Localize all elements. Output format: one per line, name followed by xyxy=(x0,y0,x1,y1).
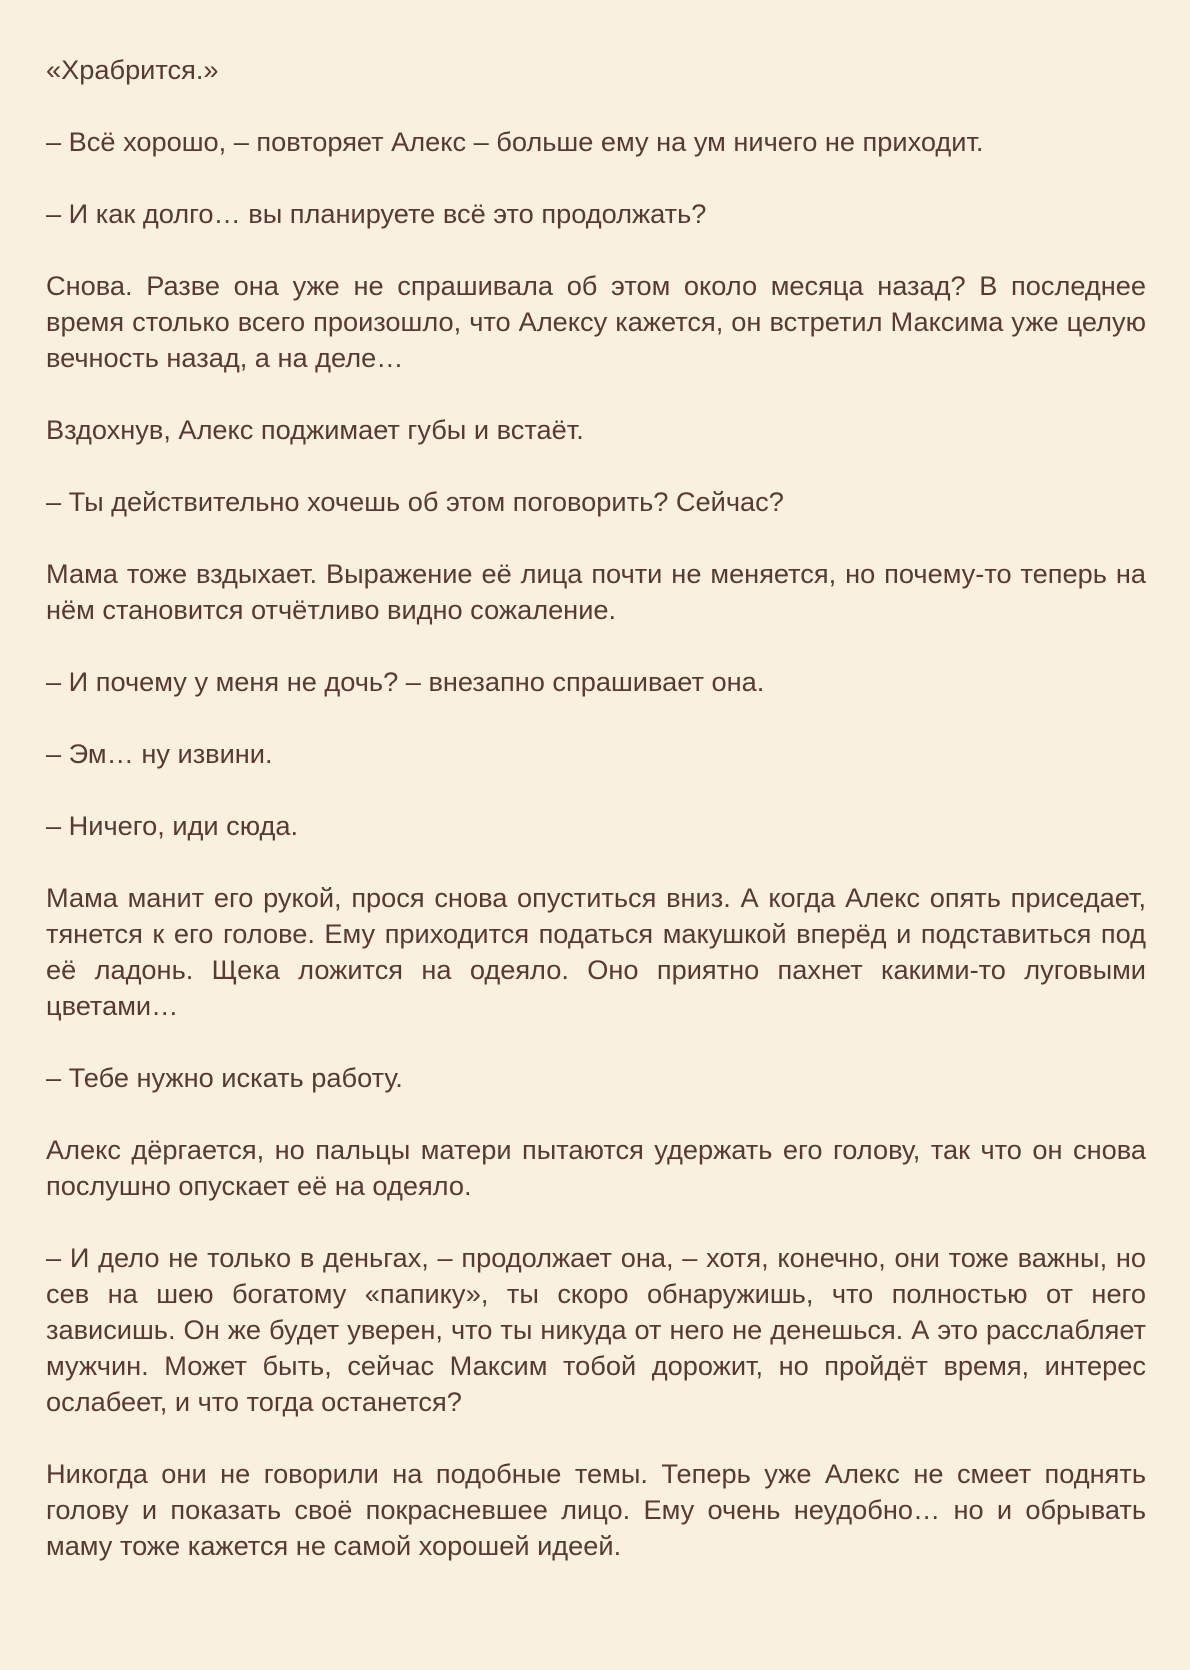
paragraph: – Ничего, иди сюда. xyxy=(46,810,299,841)
paragraph: Вздохнув, Алекс поджимает губы и встаёт. xyxy=(46,414,584,445)
paragraph: Мама манит его рукой, прося снова опуститься вниз. А когда Алекс опять приседает, тянется к его голове. Ему приходится податься макушкой вперёд и подставиться под её ладонь. Щека ложится на одеяло. Оно приятно пахнет какими-то луговыми цветами… xyxy=(46,882,1146,1021)
paragraph: – Всё хорошо, – повторяет Алекс – больше ему на ум ничего не приходит. xyxy=(46,126,984,157)
paragraph: – И почему у меня не дочь? – внезапно спрашивает она. xyxy=(46,666,765,697)
paragraph: – Ты действительно хочешь об этом поговорить? Сейчас? xyxy=(46,486,784,517)
paragraph: Снова. Разве она уже не спрашивала об этом около месяца назад? В последнее время столько всего произошло, что Алексу кажется, он встретил Максима уже целую вечность назад, а на деле… xyxy=(46,270,1146,373)
paragraph: Мама тоже вздыхает. Выражение её лица почти не меняется, но почему-то теперь на нём становится отчётливо видно сожаление. xyxy=(46,558,1146,625)
paragraph: «Храбрится.» xyxy=(46,54,219,85)
paragraph: – И как долго… вы планируете всё это продолжать? xyxy=(46,198,707,229)
paragraph: – Эм… ну извини. xyxy=(46,738,273,769)
paragraph: – Тебе нужно искать работу. xyxy=(46,1062,403,1093)
paragraph: – И дело не только в деньгах, – продолжает она, – хотя, конечно, они тоже важны, но сев на шею богатому «папику», ты скоро обнаружишь, что полностью от него зависишь. Он же будет уверен, что ты никуда от него не денешься. А это расслабляет мужчин. Может быть, сейчас Максим тобой дорожит, но пройдёт время, интерес ослабеет, и что тогда останется? xyxy=(46,1242,1146,1417)
paragraph: Никогда они не говорили на подобные темы. Теперь уже Алекс не смеет поднять голову и показать своё покрасневшее лицо. Ему очень неудобно… но и обрывать маму тоже кажется не самой хорошей идеей. xyxy=(46,1458,1146,1561)
paragraph: Алекс дёргается, но пальцы матери пытаются удержать его голову, так что он снова послушно опускает её на одеяло. xyxy=(46,1134,1146,1201)
